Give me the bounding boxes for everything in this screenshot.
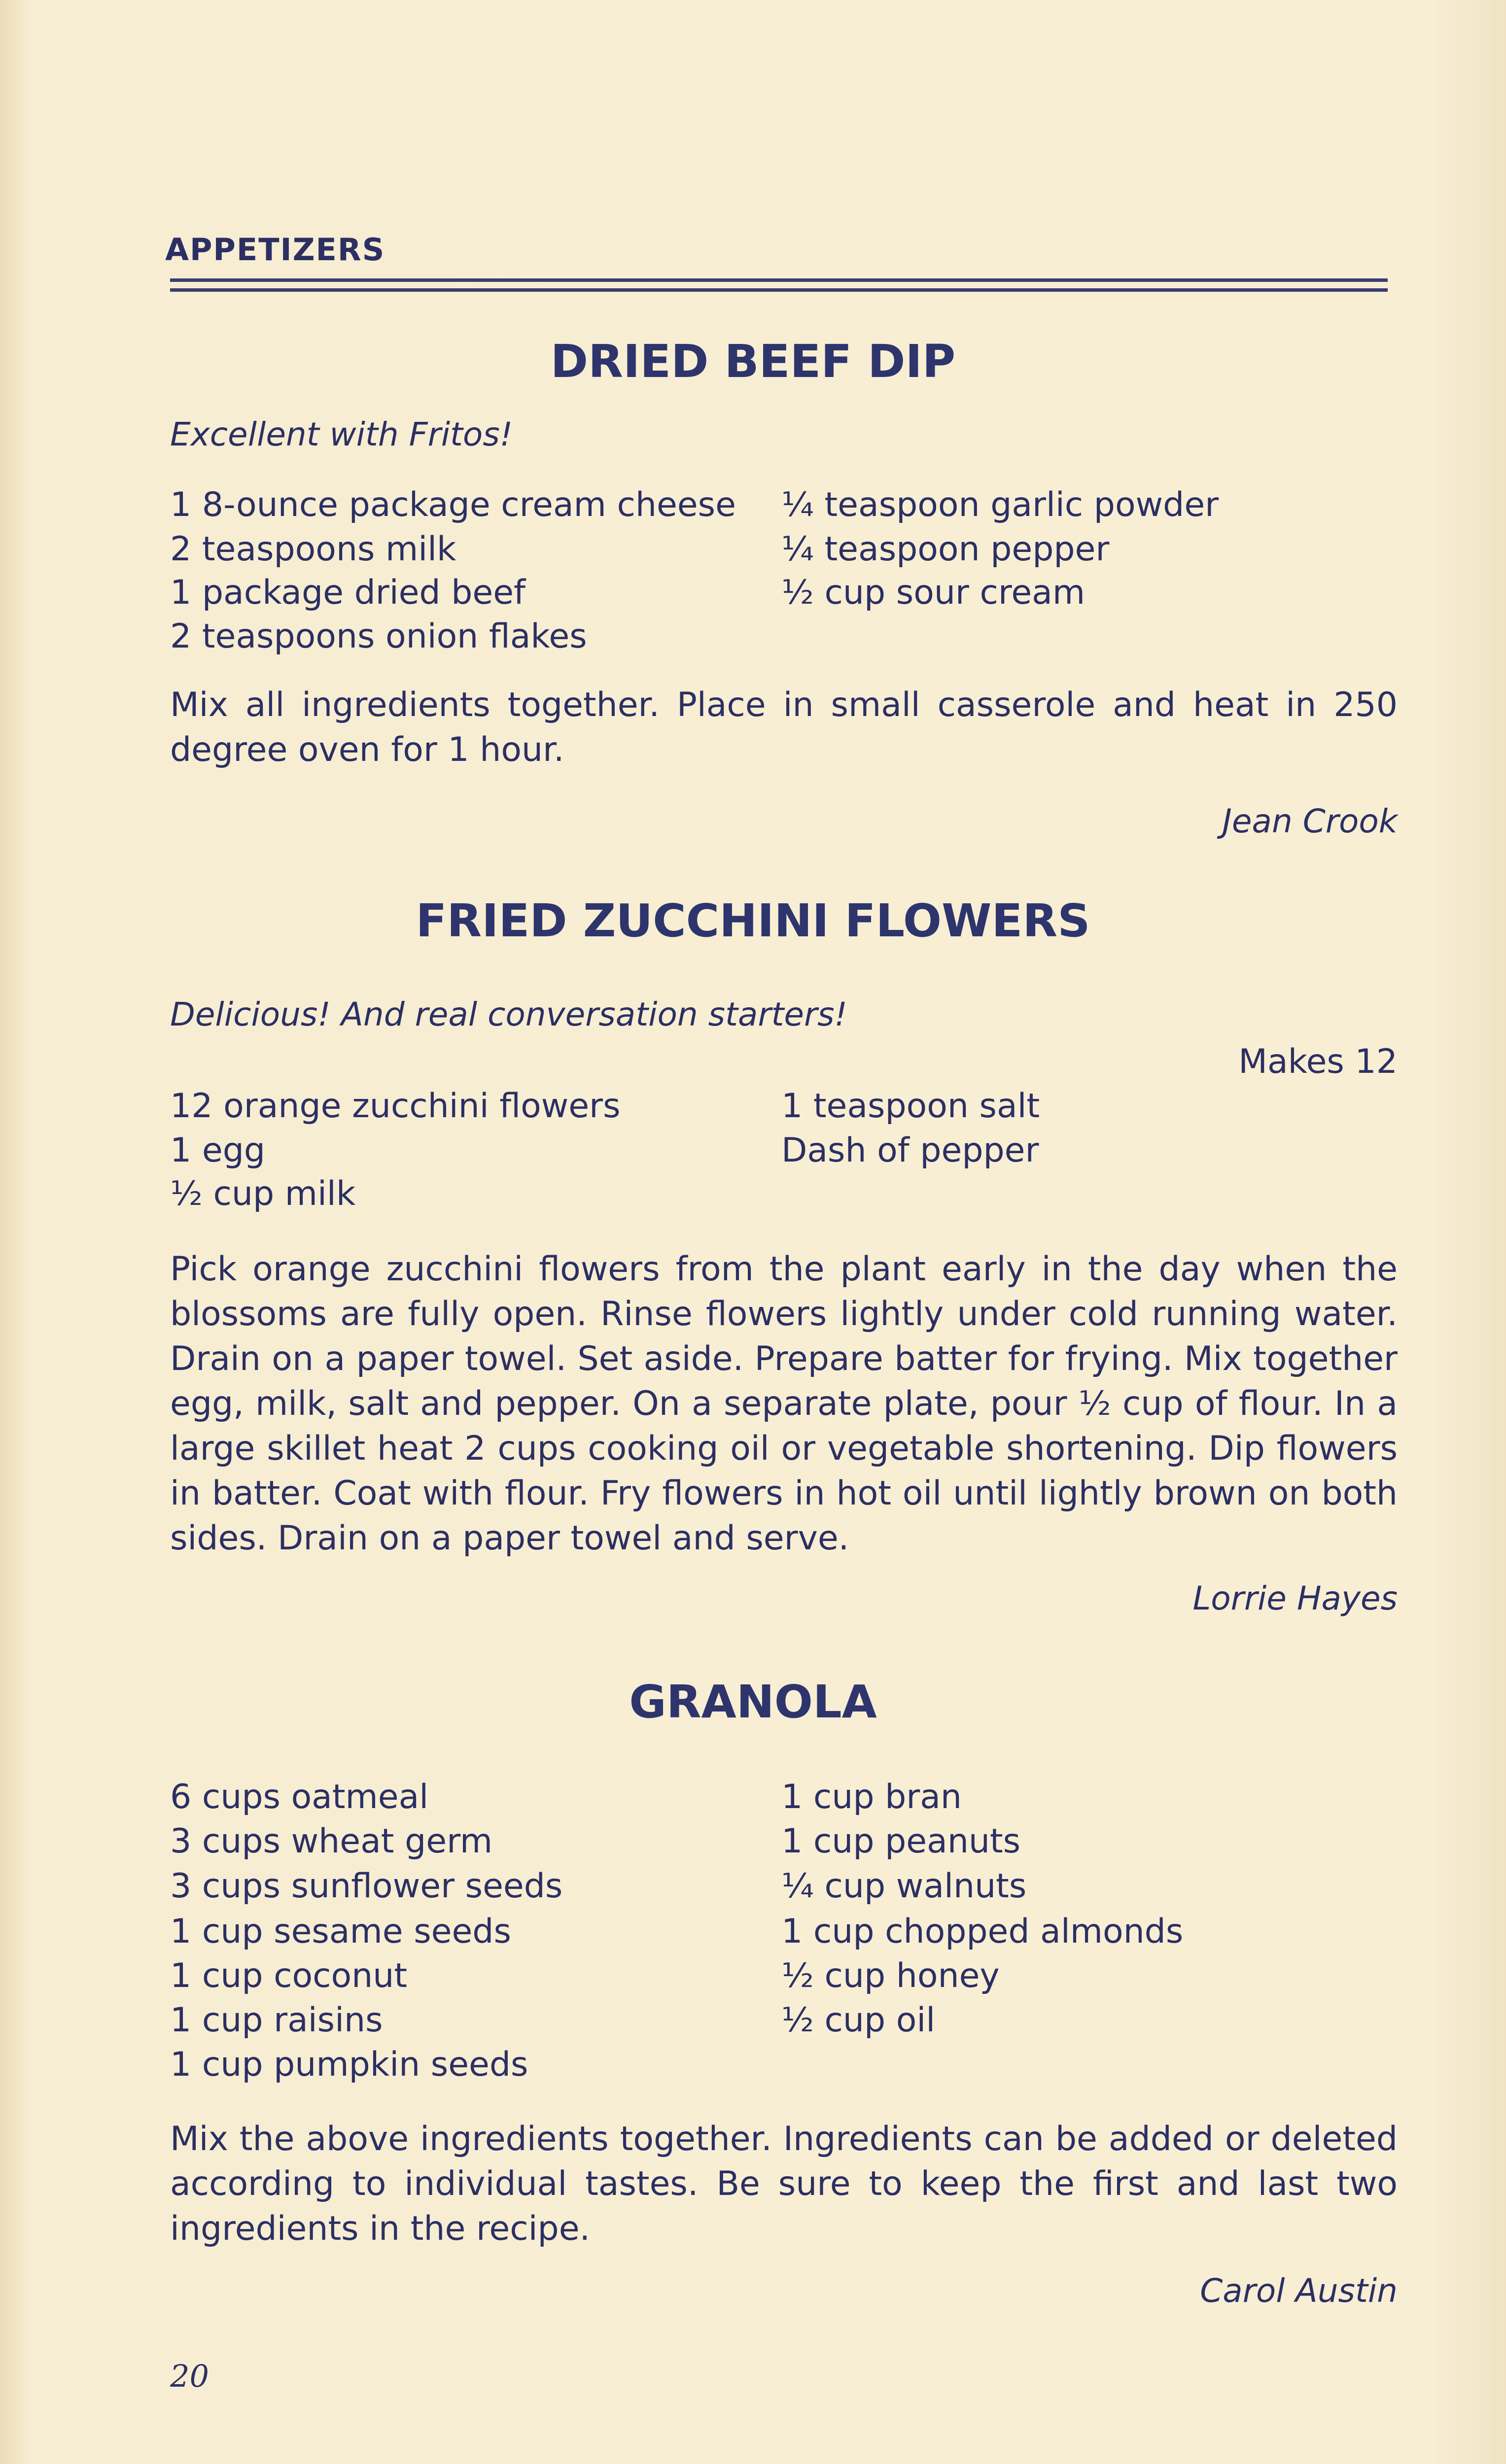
page-number: 20 [170, 2358, 209, 2394]
recipe-title-dried-beef-dip: DRIED BEEF DIP [550, 335, 956, 388]
ingredient: ½ cup sour cream [781, 573, 1086, 612]
ingredient: 1 cup raisins [170, 2001, 383, 2040]
section-header: APPETIZERS [165, 232, 385, 268]
recipe-author: Jean Crook [1222, 802, 1398, 840]
recipe-author: Carol Austin [1200, 2272, 1398, 2310]
recipe-author: Lorrie Hayes [1192, 1579, 1398, 1617]
recipe-title-fried-zucchini-flowers: FRIED ZUCCHINI FLOWERS [416, 894, 1090, 947]
ingredient: 2 teaspoons onion flakes [170, 617, 587, 656]
ingredient: ½ cup honey [781, 1956, 1000, 1995]
ingredient: 1 cup chopped almonds [781, 1912, 1184, 1951]
ingredient: 1 cup sesame seeds [170, 1912, 511, 1951]
recipe-directions: Pick orange zucchini flowers from the plant early in the day when the blossoms are fully open. Rinse flowers lightly under cold running water. Drain on a paper towel. Set aside. Prepare batter for frying. Mix together egg, milk, salt and pepper. On a separate plate, pour ½ cup of flour. In a large skillet heat 2 cups cooking oil or vegetable shortening. Dip flowers in batter. Coat with flour. Fry flowers in hot oil until lightly brown on both sides. Drain on a paper towel and serve. [170, 1250, 1398, 1558]
ingredient: ¼ teaspoon pepper [781, 530, 1110, 569]
ingredient: ¼ teaspoon garlic powder [781, 485, 1219, 524]
recipe-note: Delicious! And real conversation starters! [170, 995, 847, 1033]
header-rule-top [170, 278, 1388, 282]
ingredient: ½ cup milk [170, 1174, 356, 1213]
ingredient: 3 cups wheat germ [170, 1822, 493, 1861]
header-rule-bottom [170, 288, 1388, 292]
ingredient: 1 package dried beef [170, 573, 525, 612]
recipe-yield: Makes 12 [1238, 1042, 1398, 1081]
ingredient: 1 8-ounce package cream cheese [170, 485, 736, 524]
ingredient: 6 cups oatmeal [170, 1778, 429, 1816]
ingredient: 1 cup pumpkin seeds [170, 2045, 528, 2084]
ingredient: ¼ cup walnuts [781, 1867, 1027, 1906]
recipe-directions: Mix the above ingredients together. Ingredients can be added or deleted according to individual tastes. Be sure to keep the first and last two ingredients in the recipe. [170, 2120, 1398, 2248]
ingredient: 3 cups sunflower seeds [170, 1867, 563, 1906]
ingredient: 2 teaspoons milk [170, 530, 456, 569]
ingredient: 1 teaspoon salt [781, 1087, 1040, 1126]
ingredient: 1 cup peanuts [781, 1822, 1021, 1861]
recipe-note: Excellent with Fritos! [170, 415, 513, 453]
ingredient: Dash of pepper [781, 1131, 1039, 1170]
ingredient: 1 cup bran [781, 1778, 962, 1816]
ingredient: ½ cup oil [781, 2001, 936, 2040]
recipe-title-granola: GRANOLA [629, 1676, 877, 1728]
ingredient: 12 orange zucchini flowers [170, 1087, 621, 1126]
ingredient: 1 egg [170, 1131, 266, 1170]
recipe-directions: Mix all ingredients together. Place in small casserole and heat in 250 degree oven for 1 hour. [170, 685, 1398, 769]
ingredient: 1 cup coconut [170, 1956, 407, 1995]
